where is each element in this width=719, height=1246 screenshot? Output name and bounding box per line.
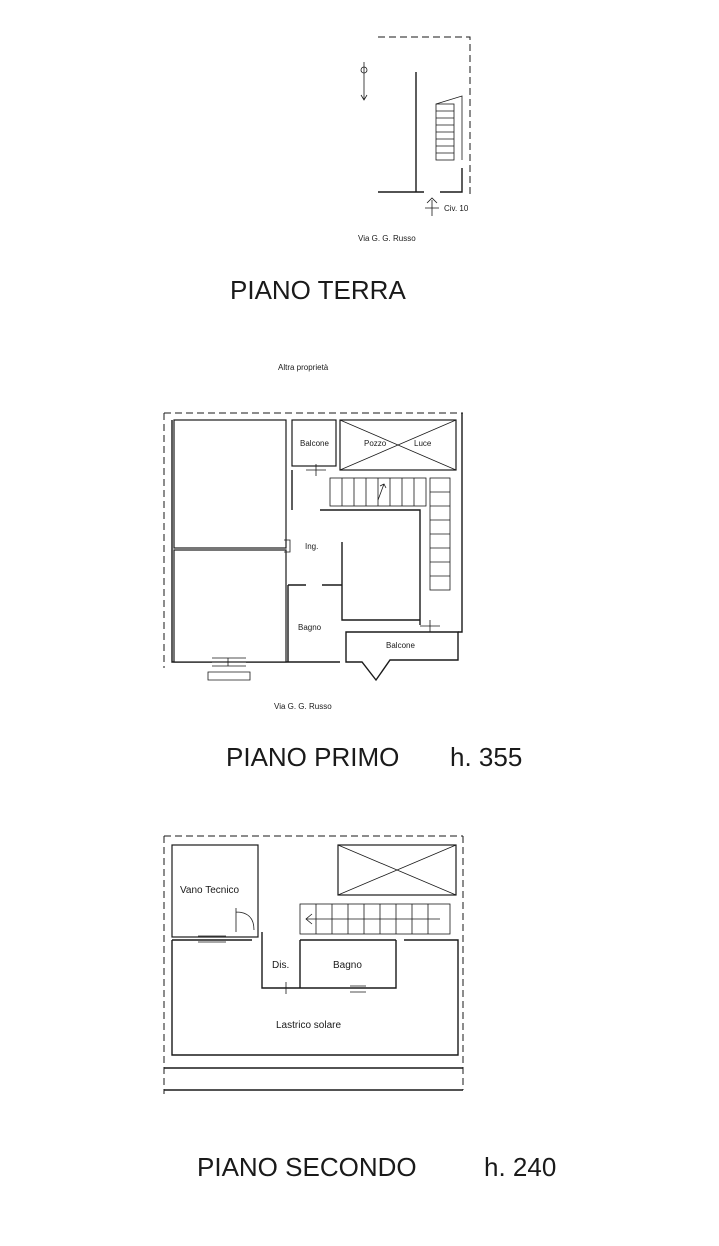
first-top-label: Altra proprietà	[278, 363, 329, 372]
room-bagno-second: Bagno	[333, 960, 362, 971]
room-lastrico-solare: Lastrico solare	[276, 1020, 342, 1031]
second-floor-height: h. 240	[484, 1152, 557, 1182]
first-floor-height: h. 355	[450, 742, 523, 772]
first-floor-plan	[164, 363, 522, 772]
civic-number-label: Civ. 10	[444, 204, 469, 213]
first-street-label: Via G. G. Russo	[274, 702, 332, 711]
ground-stair	[436, 96, 462, 160]
room-dis: Dis.	[272, 960, 290, 971]
second-floor-title: PIANO SECONDO	[197, 1152, 417, 1182]
room-vano-tecnico: Vano Tecnico	[180, 885, 240, 896]
room-balcone-bottom: Balcone	[386, 641, 415, 650]
first-floor-title: PIANO PRIMO	[226, 742, 400, 772]
ground-floor-title: PIANO TERRA	[230, 275, 406, 305]
entrance-arrow-icon	[425, 198, 439, 216]
ground-street-label: Via G. G. Russo	[358, 234, 416, 243]
room-pozzo: Pozzo	[364, 439, 387, 448]
room-luce: Luce	[414, 439, 432, 448]
room-bagno-first: Bagno	[298, 623, 322, 632]
ground-floor-plan	[230, 37, 470, 305]
second-stair	[300, 904, 450, 934]
room-balcone-top: Balcone	[300, 439, 329, 448]
first-stair	[330, 478, 450, 590]
room-ingresso: Ing.	[305, 542, 319, 551]
north-arrow-icon	[361, 62, 367, 100]
second-floor-plan	[164, 836, 556, 1182]
